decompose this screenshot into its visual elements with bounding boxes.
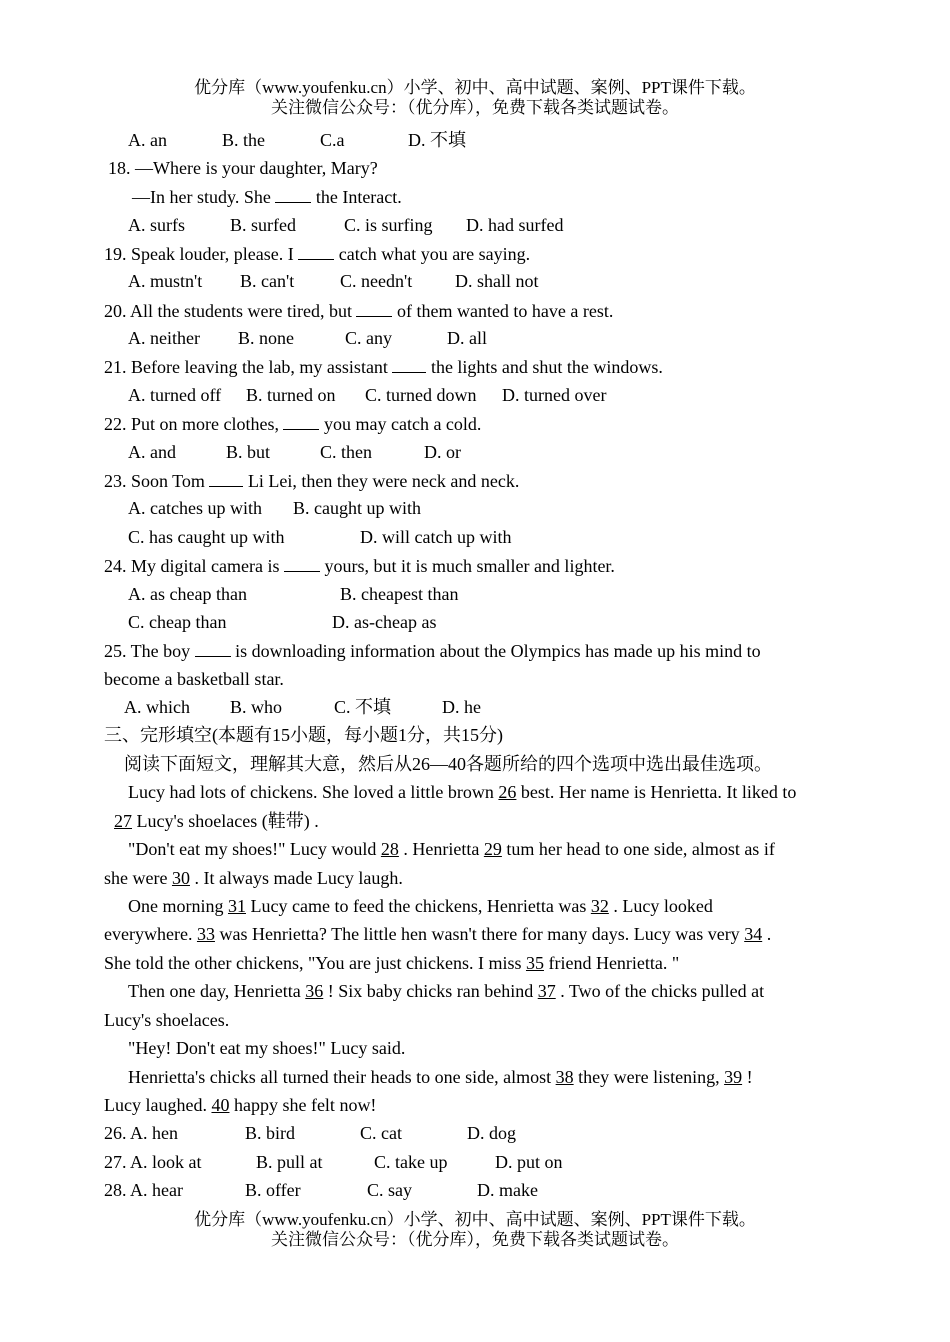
q17-option-b: B. the [222, 130, 265, 150]
q22-stem-a: 22. Put on more clothes, [104, 414, 284, 434]
passage-text: . It always made Lucy laugh. [189, 868, 403, 888]
q21-option-b: B. turned on [246, 385, 336, 405]
q22-option-b: B. but [226, 442, 271, 462]
passage-line [128, 837, 775, 861]
passage-text: happy she felt now! [229, 1095, 377, 1115]
passage-text: best. Her name is Henrietta. It liked to [516, 782, 797, 802]
blank-number-36: 36 [305, 981, 324, 1001]
q26-option-d: D. dog [467, 1123, 516, 1143]
passage-text: Lucy laughed. [104, 1095, 212, 1115]
q24-stem [104, 553, 615, 578]
q20-option-c: C. any [345, 328, 392, 348]
q21-option-a: A. turned off [128, 385, 222, 405]
q21-stem [104, 354, 663, 379]
q18-option-d: D. had surfed [466, 215, 564, 235]
header-line-1: 优分库（www.youfenku.cn）小学、初中、高中试题、案例、PPT课件下载。 [194, 78, 756, 97]
q20-option-a: A. neither [128, 328, 200, 348]
blank-number-29: 29 [483, 839, 502, 859]
q19-stem-a: 19. Speak louder, please. I [104, 244, 299, 264]
q21-stem-b: the lights and shut the windows. [426, 357, 663, 377]
passage-line [128, 1065, 753, 1089]
q25-stem-a: 25. The boy [104, 641, 195, 661]
passage-text: Lucy had lots of chickens. She loved a little brown [128, 782, 499, 802]
q23-option-b: B. caught up with [293, 498, 421, 518]
q28-option-b: B. offer [245, 1180, 301, 1200]
passage-text: Then one day, Henrietta [128, 981, 306, 1001]
q25-option-b: B. who [230, 697, 283, 717]
passage-text: ! [742, 1067, 753, 1087]
q25-stem-cont: become a basketball star. [104, 669, 284, 689]
blank-number-27: 27 [114, 811, 132, 831]
q18-line-2a: —In her study. She [132, 187, 276, 207]
answer-blank [356, 298, 392, 317]
q24-option-d: D. as-cheap as [332, 612, 437, 632]
q20-option-d: D. all [447, 328, 487, 348]
passage-text: Henrietta's chicks all turned their heads to one side, almost [128, 1067, 556, 1087]
q28-option-a: 28. A. hear [104, 1180, 183, 1200]
section-3-title: 三、完形填空(本题有15小题，每小题1分，共15分) [104, 725, 503, 745]
q24-option-b: B. cheapest than [340, 584, 459, 604]
q24-option-c: C. cheap than [128, 612, 227, 632]
passage-text: . Two of the chicks pulled at [555, 981, 765, 1001]
q26-option-b: B. bird [245, 1123, 296, 1143]
answer-blank [275, 184, 311, 203]
q20-option-b: B. none [238, 328, 294, 348]
passage-text: . [762, 924, 772, 944]
passage-text: ! Six baby chicks ran behind [323, 981, 538, 1001]
q23-stem-a: 23. Soon Tom [104, 471, 210, 491]
answer-blank [284, 553, 320, 572]
blank-number-31: 31 [227, 896, 246, 916]
q20-stem [104, 298, 613, 323]
q23-option-a: A. catches up with [128, 498, 262, 518]
q24-option-a: A. as cheap than [128, 584, 247, 604]
blank-number-30: 30 [171, 868, 190, 888]
q26-option-c: C. cat [360, 1123, 402, 1143]
q18-option-c: C. is surfing [344, 215, 433, 235]
q22-option-c: C. then [320, 442, 372, 462]
blank-number-32: 32 [590, 896, 609, 916]
q23-option-c: C. has caught up with [128, 527, 285, 547]
passage-text: . Henrietta [398, 839, 484, 859]
answer-blank [392, 354, 426, 373]
passage-text: She told the other chickens, "You are just chickens. I miss [104, 953, 526, 973]
q25-stem-b: is downloading information about the Olympics has made up his mind to [230, 641, 761, 661]
passage-line [128, 979, 764, 1003]
passage-line [114, 809, 319, 833]
passage-text: was Henrietta? The little hen wasn't there for many days. Lucy was very [214, 924, 745, 944]
passage-text: everywhere. [104, 924, 197, 944]
passage-line: "Hey! Don't eat my shoes!" Lucy said. [128, 1038, 406, 1058]
q25-stem [104, 638, 761, 663]
answer-blank [209, 468, 243, 487]
q27-option-a: 27. A. look at [104, 1152, 202, 1172]
q21-option-c: C. turned down [365, 385, 477, 405]
blank-number-37: 37 [537, 981, 556, 1001]
q18-option-a: A. surfs [128, 215, 185, 235]
passage-line [128, 894, 713, 918]
passage-text: she were [104, 868, 172, 888]
q23-stem-b: Li Lei, then they were neck and neck. [243, 471, 520, 491]
q24-stem-b: yours, but it is much smaller and lighter. [319, 556, 615, 576]
q17-option-a: A. an [128, 130, 167, 150]
q25-option-d: D. he [442, 697, 481, 717]
answer-blank [195, 638, 231, 657]
q18-line-2 [132, 184, 402, 209]
q22-option-a: A. and [128, 442, 176, 462]
q27-option-d: D. put on [495, 1152, 563, 1172]
q24-stem-a: 24. My digital camera is [104, 556, 284, 576]
q21-option-d: D. turned over [502, 385, 607, 405]
footer-line-1: 优分库（www.youfenku.cn）小学、初中、高中试题、案例、PPT课件下载。 [194, 1210, 756, 1229]
q19-stem [104, 241, 530, 266]
q23-stem [104, 468, 519, 493]
header-line-2: 关注微信公众号：（优分库），免费下载各类试题试卷。 [271, 98, 679, 117]
q22-stem [104, 411, 481, 436]
passage-text: friend Henrietta. " [543, 953, 680, 973]
q21-stem-a: 21. Before leaving the lab, my assistant [104, 357, 393, 377]
blank-number-38: 38 [555, 1067, 574, 1087]
blank-number-26: 26 [498, 782, 517, 802]
passage-line [104, 866, 403, 890]
passage-text: One morning [128, 896, 228, 916]
passage-line [104, 951, 679, 975]
q28-option-c: C. say [367, 1180, 412, 1200]
blank-number-39: 39 [724, 1067, 743, 1087]
q19-option-d: D. shall not [455, 271, 539, 291]
passage-text: they were listening, [573, 1067, 725, 1087]
blank-number-33: 33 [196, 924, 215, 944]
q17-option-c: C.a [320, 130, 345, 150]
q20-stem-a: 20. All the students were tired, but [104, 301, 357, 321]
q19-option-b: B. can't [240, 271, 295, 291]
section-3-instruction: 阅读下面短文，理解其大意，然后从26—40各题所给的四个选项中选出最佳选项。 [124, 754, 772, 774]
answer-blank [283, 411, 319, 430]
passage-line [104, 1093, 376, 1117]
q25-option-c: C. 不填 [334, 697, 392, 717]
q27-option-b: B. pull at [256, 1152, 323, 1172]
passage-line: Lucy's shoelaces. [104, 1010, 230, 1030]
blank-number-40: 40 [211, 1095, 230, 1115]
q22-option-d: D. or [424, 442, 461, 462]
passage-line [128, 780, 796, 804]
q22-stem-b: you may catch a cold. [319, 414, 482, 434]
footer-line-2: 关注微信公众号：（优分库），免费下载各类试题试卷。 [271, 1230, 679, 1249]
q19-option-c: C. needn't [340, 271, 413, 291]
q18-line-1: 18. —Where is your daughter, Mary? [108, 158, 378, 178]
passage-text: . Lucy looked [608, 896, 713, 916]
passage-text: "Don't eat my shoes!" Lucy would [128, 839, 381, 859]
q19-stem-b: catch what you are saying. [334, 244, 531, 264]
blank-number-28: 28 [380, 839, 399, 859]
passage-text: Lucy's shoelaces (鞋带) . [132, 811, 319, 831]
q27-option-c: C. take up [374, 1152, 448, 1172]
answer-blank [298, 241, 334, 260]
q18-option-b: B. surfed [230, 215, 296, 235]
q20-stem-b: of them wanted to have a rest. [392, 301, 614, 321]
blank-number-35: 35 [525, 953, 544, 973]
q18-line-2b: the Interact. [311, 187, 402, 207]
passage-text: Lucy came to feed the chickens, Henrietta was [245, 896, 591, 916]
q19-option-a: A. mustn't [128, 271, 203, 291]
q28-option-d: D. make [477, 1180, 538, 1200]
blank-number-34: 34 [744, 924, 763, 944]
q25-option-a: A. which [124, 697, 190, 717]
q26-option-a: 26. A. hen [104, 1123, 178, 1143]
passage-line [104, 922, 771, 946]
q17-option-d: D. 不填 [408, 130, 466, 150]
passage-text: tum her head to one side, almost as if [501, 839, 775, 859]
q23-option-d: D. will catch up with [360, 527, 512, 547]
